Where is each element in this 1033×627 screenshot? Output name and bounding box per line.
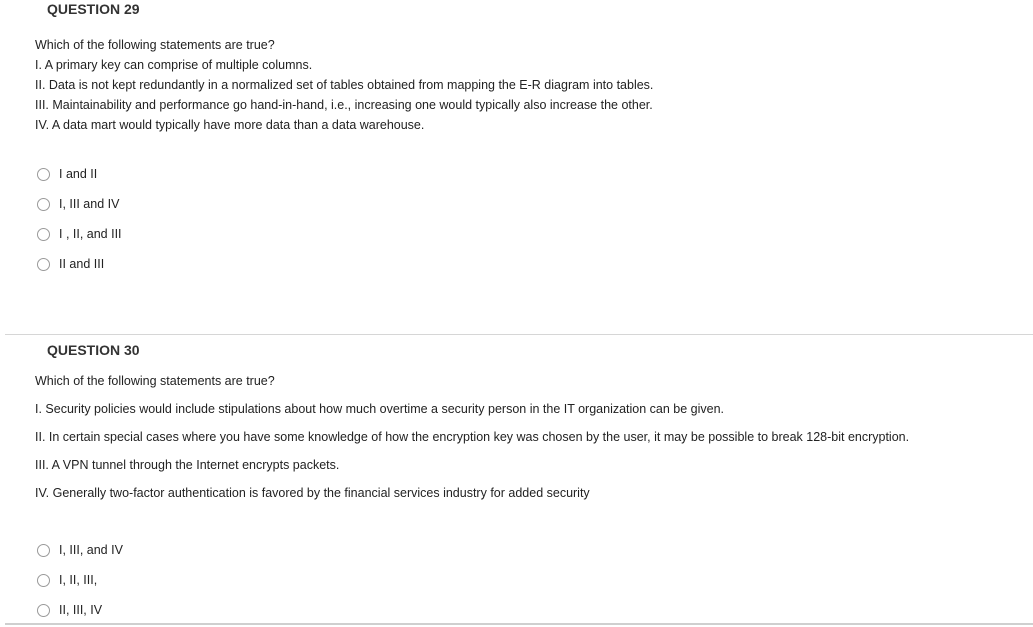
statement-1: I. Security policies would include stipulations about how much overtime a security person in the IT organization can be given.: [35, 402, 725, 416]
answer-option-1[interactable]: [37, 166, 97, 182]
option-label[interactable]: I , II, and III: [59, 227, 122, 241]
option-label[interactable]: I, III and IV: [59, 197, 120, 211]
question-prompt: Which of the following statements are true?: [35, 38, 275, 52]
answer-option-3[interactable]: [37, 602, 102, 618]
answer-option-4[interactable]: [37, 256, 104, 272]
bottom-divider: [5, 623, 1033, 625]
answer-option-2[interactable]: [37, 572, 97, 588]
radio-button[interactable]: [37, 168, 50, 181]
question-title: QUESTION 30: [47, 342, 140, 358]
statement-1: I. A primary key can comprise of multiple columns.: [35, 58, 313, 72]
statement-2: II. Data is not kept redundantly in a normalized set of tables obtained from mapping the E-R diagram into tables.: [35, 78, 654, 92]
answer-option-1[interactable]: [37, 542, 123, 558]
statement-3: III. A VPN tunnel through the Internet encrypts packets.: [35, 458, 340, 472]
statement-4: IV. A data mart would typically have more data than a data warehouse.: [35, 118, 425, 132]
radio-button[interactable]: [37, 544, 50, 557]
option-label[interactable]: I, II, III,: [59, 573, 98, 587]
radio-button[interactable]: [37, 258, 50, 271]
statement-4: IV. Generally two-factor authentication is favored by the financial services industry for added security: [35, 486, 590, 500]
question-divider: [5, 334, 1033, 335]
radio-button[interactable]: [37, 228, 50, 241]
question-prompt: Which of the following statements are true?: [35, 374, 275, 388]
option-label[interactable]: I, III, and IV: [59, 543, 123, 557]
statement-2: II. In certain special cases where you have some knowledge of how the encryption key was chosen by the user, it may be possible to break 128-bit encryption.: [35, 430, 910, 444]
radio-button[interactable]: [37, 574, 50, 587]
option-label[interactable]: I and II: [59, 167, 98, 181]
radio-button[interactable]: [37, 198, 50, 211]
question-title: QUESTION 29: [47, 1, 140, 17]
radio-button[interactable]: [37, 604, 50, 617]
statement-3: III. Maintainability and performance go hand-in-hand, i.e., increasing one would typically also increase the other.: [35, 98, 653, 112]
option-label[interactable]: II, III, IV: [59, 603, 103, 617]
answer-option-3[interactable]: [37, 226, 122, 242]
answer-option-2[interactable]: [37, 196, 119, 212]
option-label[interactable]: II and III: [59, 257, 105, 271]
